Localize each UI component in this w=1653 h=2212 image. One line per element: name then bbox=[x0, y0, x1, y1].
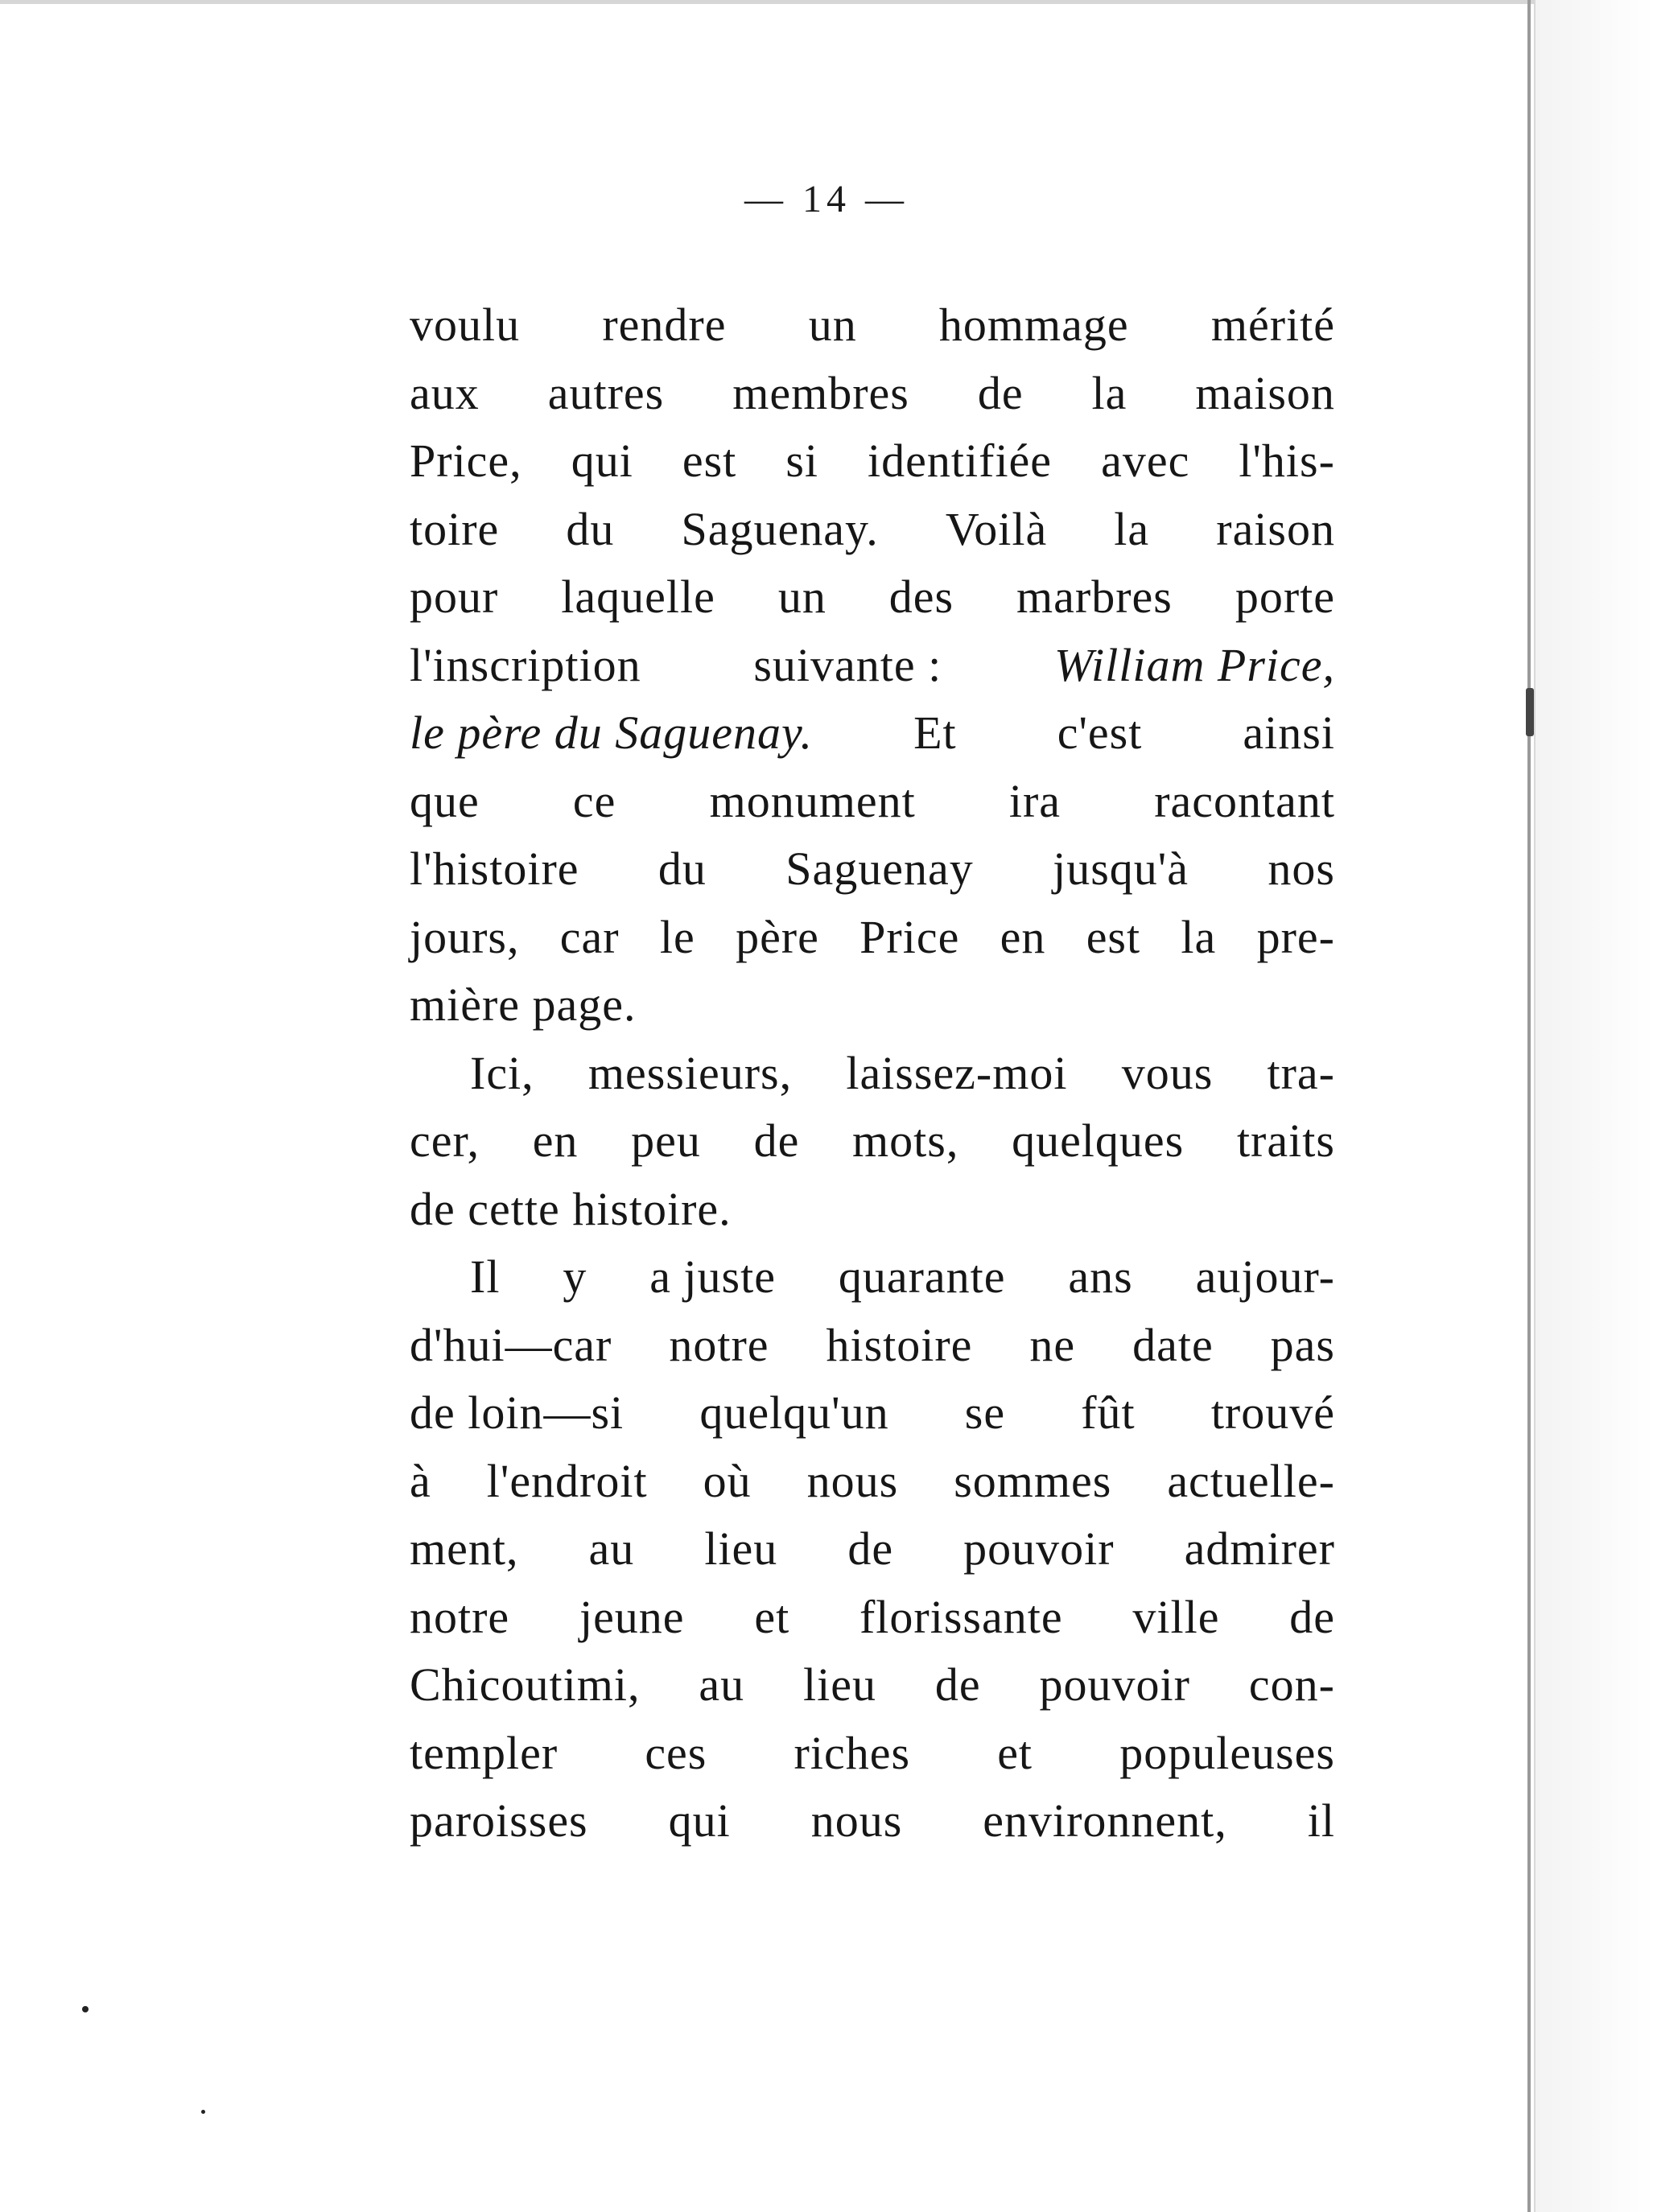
text-word: jours, bbox=[410, 910, 520, 963]
text-word: est bbox=[1086, 910, 1141, 963]
text-word: pour bbox=[410, 571, 499, 623]
text-word: se bbox=[964, 1386, 1006, 1439]
text-line bbox=[410, 768, 1335, 836]
text-line bbox=[410, 1787, 1335, 1856]
text-word: cer, bbox=[410, 1114, 480, 1167]
text-word: la bbox=[1091, 366, 1127, 419]
text-word: trouvé bbox=[1210, 1386, 1335, 1439]
text-word: la bbox=[1114, 502, 1150, 555]
text-word: d'hui—car bbox=[410, 1318, 612, 1371]
ink-speck bbox=[82, 2006, 89, 2012]
text-line bbox=[410, 632, 1335, 700]
text-line bbox=[410, 1107, 1335, 1176]
text-word: à bbox=[410, 1454, 431, 1507]
text-line bbox=[410, 1243, 1335, 1312]
text-line bbox=[410, 971, 1335, 1040]
text-word: le père du Saguenay. bbox=[410, 706, 814, 759]
text-word: l'inscription bbox=[410, 638, 641, 691]
text-word: des bbox=[888, 571, 954, 623]
text-word: un bbox=[777, 571, 826, 623]
text-line bbox=[410, 1176, 1335, 1244]
text-word: ira bbox=[1008, 774, 1061, 827]
text-word: quelqu'un bbox=[699, 1386, 889, 1439]
text-word: admirer bbox=[1184, 1522, 1335, 1575]
text-line bbox=[410, 835, 1335, 904]
text-word: au bbox=[588, 1522, 635, 1575]
text-word: monument bbox=[709, 774, 916, 827]
text-word: quarante bbox=[838, 1250, 1006, 1303]
text-line bbox=[410, 1448, 1335, 1516]
text-word: qui bbox=[668, 1794, 731, 1847]
text-word: du bbox=[657, 842, 707, 895]
text-word: avec bbox=[1101, 435, 1190, 487]
text-line bbox=[410, 427, 1335, 496]
text-word: identifiée bbox=[868, 435, 1053, 487]
text-word: Price bbox=[859, 910, 960, 963]
text-word: vous bbox=[1121, 1046, 1214, 1099]
text-line bbox=[410, 699, 1335, 768]
text-word: ce bbox=[572, 774, 616, 827]
text-word: en bbox=[1000, 910, 1046, 963]
text-line bbox=[410, 904, 1335, 972]
text-word: un bbox=[808, 299, 857, 351]
text-word: et bbox=[997, 1726, 1033, 1779]
ink-speck bbox=[201, 2110, 205, 2114]
text-word: mière page. bbox=[410, 978, 637, 1031]
text-word: fût bbox=[1081, 1386, 1136, 1439]
text-word: lieu bbox=[803, 1658, 877, 1711]
text-word: traits bbox=[1236, 1114, 1335, 1167]
text-word: notre bbox=[669, 1318, 769, 1371]
text-word: autres bbox=[547, 366, 665, 419]
text-word: pouvoir bbox=[1039, 1658, 1190, 1711]
text-word: Et bbox=[913, 706, 957, 759]
text-word: jeune bbox=[579, 1590, 685, 1643]
text-word: père bbox=[736, 910, 819, 963]
text-word: raison bbox=[1216, 502, 1335, 555]
text-word: de bbox=[934, 1658, 981, 1711]
text-line bbox=[410, 1515, 1335, 1584]
text-word: en bbox=[532, 1114, 579, 1167]
text-word: de bbox=[753, 1114, 800, 1167]
text-word: pre- bbox=[1256, 910, 1335, 963]
margin-ink-mark bbox=[1526, 688, 1534, 736]
text-word: populeuses bbox=[1119, 1726, 1335, 1779]
text-line bbox=[410, 1312, 1335, 1380]
text-word: l'histoire bbox=[410, 842, 579, 895]
text-word: il bbox=[1307, 1794, 1335, 1847]
page-number: — 14 — bbox=[744, 178, 909, 220]
text-line bbox=[410, 1720, 1335, 1788]
text-word: messieurs, bbox=[587, 1046, 793, 1099]
text-word: templer bbox=[410, 1726, 559, 1779]
text-word: laissez-moi bbox=[846, 1046, 1068, 1099]
gutter-shadow bbox=[1536, 0, 1653, 2212]
text-line bbox=[410, 1584, 1335, 1652]
text-word: pas bbox=[1270, 1318, 1335, 1371]
text-word: a juste bbox=[649, 1250, 776, 1303]
text-word: c'est bbox=[1057, 706, 1143, 759]
text-word: notre bbox=[410, 1590, 510, 1643]
text-word: ces bbox=[645, 1726, 707, 1779]
text-word: tra- bbox=[1267, 1046, 1335, 1099]
text-word: la bbox=[1181, 910, 1217, 963]
text-word: Price, bbox=[410, 435, 522, 487]
text-word: au bbox=[699, 1658, 745, 1711]
page-top-edge bbox=[0, 0, 1653, 4]
text-word: membres bbox=[732, 366, 909, 419]
text-word: actuelle- bbox=[1167, 1454, 1335, 1507]
text-word: Voilà bbox=[945, 502, 1048, 555]
text-line bbox=[410, 1379, 1335, 1448]
text-word: florissante bbox=[859, 1590, 1063, 1643]
text-line bbox=[410, 563, 1335, 632]
text-word: que bbox=[410, 774, 480, 827]
text-word: Chicoutimi, bbox=[410, 1658, 641, 1711]
body-text bbox=[410, 291, 1335, 1856]
text-word: Ici, bbox=[470, 1046, 534, 1099]
text-word: l'endroit bbox=[486, 1454, 648, 1507]
text-word: con- bbox=[1248, 1658, 1335, 1711]
text-line bbox=[410, 291, 1335, 360]
text-word: William Price, bbox=[1053, 638, 1335, 691]
page-right-edge bbox=[1527, 0, 1531, 2212]
text-word: et bbox=[754, 1590, 790, 1643]
text-word: Saguenay. bbox=[681, 502, 879, 555]
text-word: aux bbox=[410, 366, 480, 419]
text-word: marbres bbox=[1016, 571, 1173, 623]
text-word: qui bbox=[571, 435, 633, 487]
text-word: hommage bbox=[938, 299, 1129, 351]
text-word: environnent, bbox=[983, 1794, 1227, 1847]
text-word: maison bbox=[1195, 366, 1335, 419]
text-word: de bbox=[847, 1522, 894, 1575]
text-word: ville bbox=[1132, 1590, 1220, 1643]
text-word: si bbox=[785, 435, 819, 487]
text-word: de bbox=[977, 366, 1024, 419]
text-word: peu bbox=[631, 1114, 701, 1167]
text-word: Il bbox=[470, 1250, 501, 1303]
text-line bbox=[410, 360, 1335, 428]
text-word: mérité bbox=[1210, 299, 1335, 351]
text-word: le bbox=[659, 910, 695, 963]
text-word: lieu bbox=[704, 1522, 778, 1575]
text-word: date bbox=[1132, 1318, 1214, 1371]
text-word: du bbox=[566, 502, 615, 555]
text-word: de bbox=[1289, 1590, 1335, 1643]
text-word: riches bbox=[794, 1726, 911, 1779]
text-word: nos bbox=[1268, 842, 1335, 895]
text-word: aujour- bbox=[1195, 1250, 1335, 1303]
text-word: laquelle bbox=[561, 571, 715, 623]
text-word: quelques bbox=[1012, 1114, 1185, 1167]
text-word: mots, bbox=[852, 1114, 959, 1167]
text-word: rendre bbox=[602, 299, 727, 351]
text-word: de cette histoire. bbox=[410, 1182, 732, 1235]
text-word: nous bbox=[806, 1454, 899, 1507]
text-word: racontant bbox=[1154, 774, 1335, 827]
text-line bbox=[410, 1651, 1335, 1720]
text-word: car bbox=[559, 910, 620, 963]
text-word: ne bbox=[1029, 1318, 1076, 1371]
text-word: Saguenay bbox=[785, 842, 974, 895]
text-word: paroisses bbox=[410, 1794, 588, 1847]
text-word: sommes bbox=[954, 1454, 1112, 1507]
text-word: ment, bbox=[410, 1522, 519, 1575]
text-line bbox=[410, 1040, 1335, 1108]
text-word: histoire bbox=[826, 1318, 973, 1371]
text-word: porte bbox=[1235, 571, 1335, 623]
text-word: nous bbox=[810, 1794, 903, 1847]
text-word: pouvoir bbox=[963, 1522, 1115, 1575]
text-word: de loin—si bbox=[410, 1386, 625, 1439]
text-word: voulu bbox=[410, 299, 521, 351]
text-word: jusqu'à bbox=[1053, 842, 1189, 895]
text-word: toire bbox=[410, 502, 500, 555]
text-word: ans bbox=[1068, 1250, 1133, 1303]
text-line bbox=[410, 496, 1335, 564]
text-word: est bbox=[682, 435, 737, 487]
text-word: où bbox=[703, 1454, 752, 1507]
text-word: ainsi bbox=[1243, 706, 1335, 759]
text-word: y bbox=[563, 1250, 587, 1303]
text-word: suivante : bbox=[753, 638, 942, 691]
text-word: l'his- bbox=[1239, 435, 1335, 487]
